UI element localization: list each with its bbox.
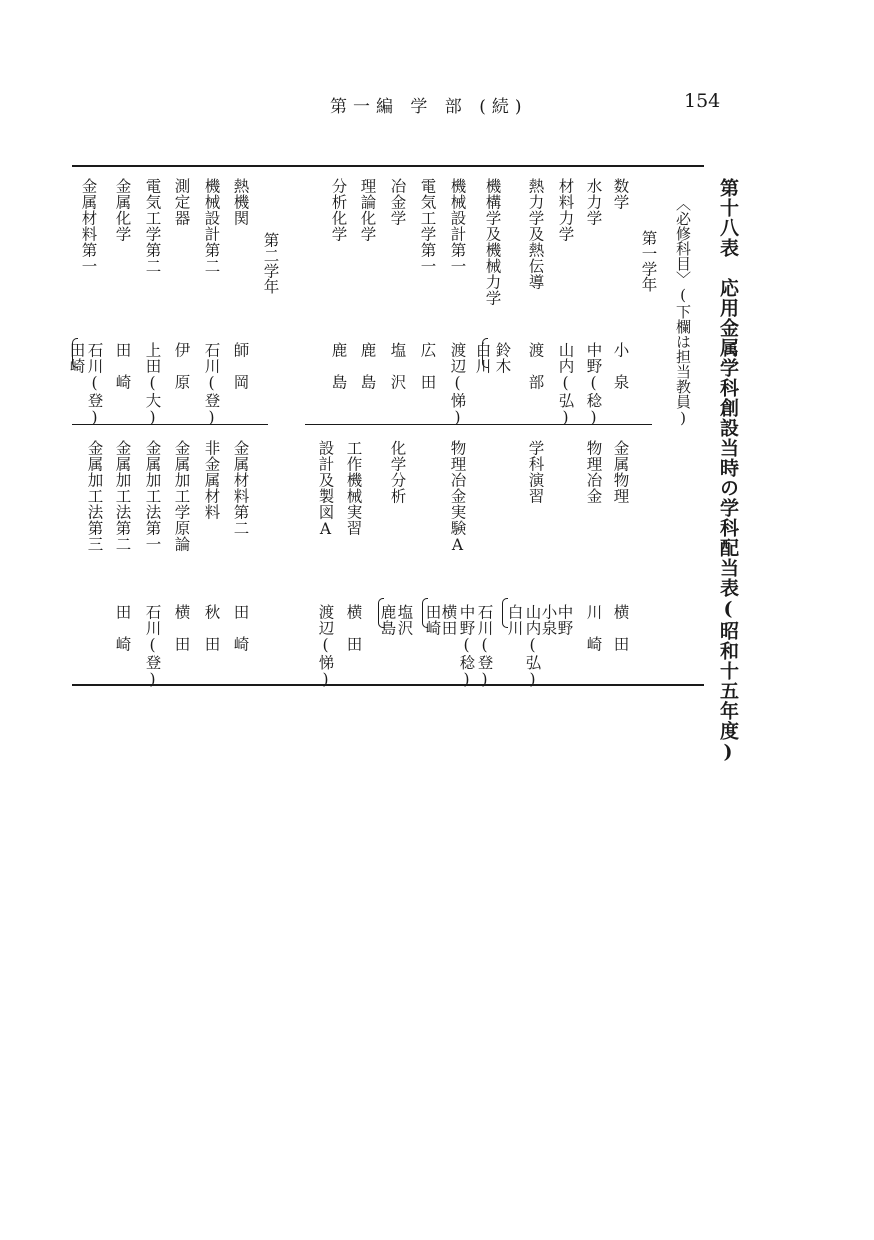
teacher-cell: 田 崎 (113, 604, 132, 652)
teacher-cell: 塩沢 (395, 604, 414, 636)
teacher-cell: 白川 (505, 604, 524, 636)
teacher-cell: 塩 沢 (388, 342, 407, 390)
subject-cell: 金属加工法第二 (113, 440, 132, 552)
teacher-cell: 上田(大) (143, 342, 162, 427)
teacher-cell: 鹿島 (378, 604, 397, 636)
teacher-cell: 川 崎 (584, 604, 603, 652)
teacher-cell: 石川(登) (143, 604, 162, 689)
teacher-cell: 横 田 (344, 604, 363, 652)
subject-cell: 分析化学 (329, 178, 348, 242)
subject-cell: 熱機関 (231, 178, 250, 226)
teacher-cell: 山内(弘) (523, 604, 542, 689)
teacher-cell: 伊 原 (172, 342, 191, 390)
year-1-label: 第一学年 (639, 230, 658, 292)
subject-cell: 物理冶金 (584, 440, 603, 504)
subject-cell: 物理冶金実験A (448, 440, 467, 555)
teacher-cell: 横田 (439, 604, 458, 636)
teacher-cell: 横 田 (172, 604, 191, 652)
teacher-cell: 秋 田 (202, 604, 221, 652)
subject-cell: 水力学 (584, 178, 603, 226)
teacher-cell: 田 崎 (113, 342, 132, 390)
teacher-cell: 田崎 (423, 604, 442, 636)
table-title: 第十八表 応用金属学科創設当時の学科配当表(昭和十五年度) (717, 178, 739, 764)
teacher-cell: 鹿 島 (358, 342, 377, 390)
teacher-cell: 鈴木 (493, 342, 512, 374)
teacher-cell: 横 田 (611, 604, 630, 652)
teacher-cell: 白川 (473, 342, 492, 374)
subject-cell: 機械設計第二 (202, 178, 221, 274)
subject-cell: 金属加工法第三 (85, 440, 104, 552)
subject-cell: 化学分析 (388, 440, 407, 504)
teacher-cell: 田 崎 (231, 604, 250, 652)
subject-cell: 金属化学 (113, 178, 132, 242)
teacher-cell: 小 泉 (611, 342, 630, 390)
teacher-cell: 中野 (555, 604, 574, 636)
teacher-cell: 石川(登) (85, 342, 104, 427)
subject-cell: 金属材料第二 (231, 440, 250, 536)
subject-cell: 金属物理 (611, 440, 630, 504)
subject-cell: 学科演習 (526, 440, 545, 504)
teacher-cell: 石川(登) (202, 342, 221, 427)
subject-cell: 工作機械実習 (344, 440, 363, 536)
subject-cell: 金属材料第一 (79, 178, 98, 274)
subject-cell: 冶金学 (388, 178, 407, 226)
subject-cell: 設計及製図A (316, 440, 335, 539)
teacher-cell: 中野(稔) (457, 604, 476, 689)
teacher-cell: 山内(弘) (556, 342, 575, 427)
teacher-cell: 石川(登) (475, 604, 494, 689)
teacher-cell: 渡 部 (526, 342, 545, 390)
subject-cell: 金属加工学原論 (172, 440, 191, 552)
table-note: 〈必修科目〉(下欄は担当教員) (674, 196, 692, 427)
teacher-cell: 小泉 (539, 604, 558, 636)
teacher-cell: 広 田 (418, 342, 437, 390)
top-rule (72, 165, 704, 167)
subject-cell: 数学 (611, 178, 630, 210)
page-number: 154 (684, 90, 721, 112)
subject-cell: 理論化学 (358, 178, 377, 242)
subject-cell: 材料力学 (556, 178, 575, 242)
teacher-cell: 田崎 (67, 342, 86, 374)
subject-cell: 非金属材料 (202, 440, 221, 520)
subject-cell: 測定器 (172, 178, 191, 226)
teacher-cell: 中野(稔) (584, 342, 603, 427)
subject-cell: 電気工学第一 (418, 178, 437, 274)
year-2-label: 第二学年 (261, 232, 280, 294)
bottom-rule (72, 684, 704, 686)
teacher-cell: 渡辺(悌) (316, 604, 335, 689)
subject-cell: 電気工学第二 (143, 178, 162, 274)
teacher-cell: 鹿 島 (329, 342, 348, 390)
subject-cell: 金属加工法第一 (143, 440, 162, 552)
teacher-cell: 渡辺(悌) (448, 342, 467, 427)
subject-cell: 熱力学及熱伝導 (526, 178, 545, 290)
running-header: 第一編 学 部 (続) (330, 97, 528, 117)
teacher-cell: 師 岡 (231, 342, 250, 390)
subject-cell: 機構学及機械力学 (483, 178, 502, 306)
subject-cell: 機械設計第一 (448, 178, 467, 274)
